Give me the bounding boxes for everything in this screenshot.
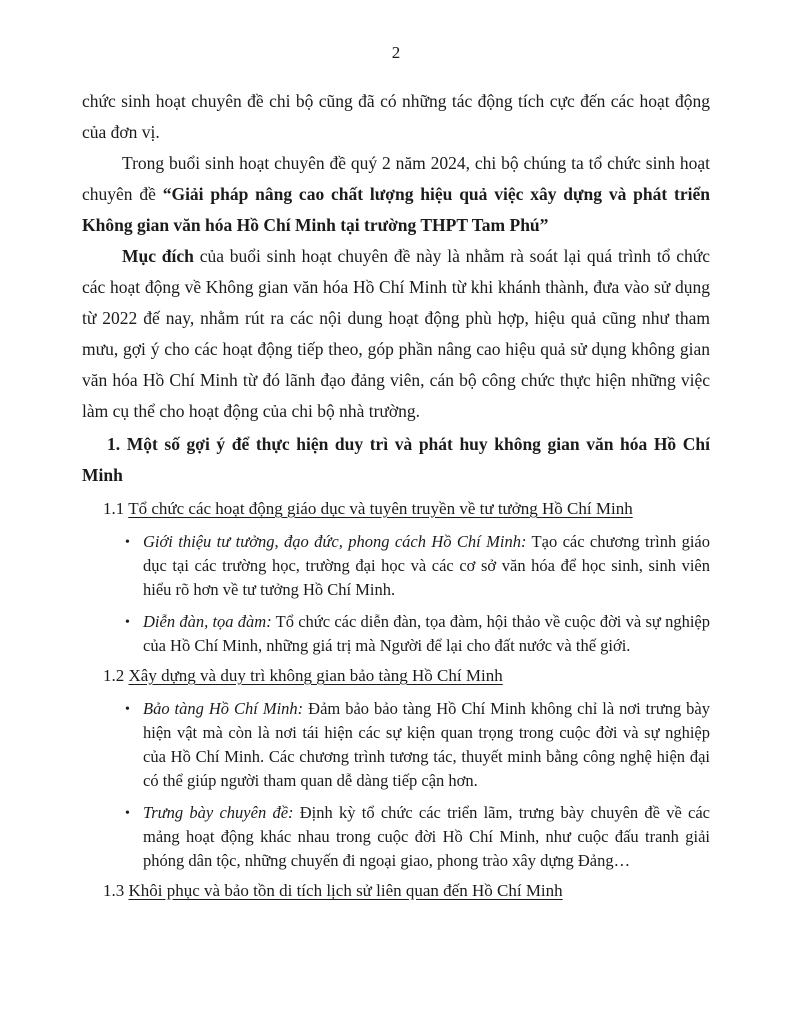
section-1-2-number: 1.2 [103, 666, 125, 685]
section-1-1-number: 1.1 [103, 499, 125, 518]
list-item-text: Định kỳ tổ chức các triển lãm, trưng bày chuyên đề về các mảng hoạt động khác nhau trong cuộc đời Hồ Chí Minh, như cuộc đấu tranh giải phóng dân tộc, những chuyến đi ngoại giao, phong trào xây dựng Đảng… [143, 803, 710, 870]
list-item-museum [82, 697, 710, 793]
list-item-label: Giới thiệu tư tưởng, đạo đức, phong cách Hồ Chí Minh: [143, 532, 527, 551]
paragraph-continuation: chức sinh hoạt chuyên đề chi bộ cũng đã có những tác động tích cực đến các hoạt động của đơn vị. [82, 91, 710, 142]
section-heading-1-3 [82, 877, 710, 904]
page-number: 2 [391, 43, 401, 62]
bullet-icon: • [125, 806, 130, 821]
purpose-label-bold: Mục đích [122, 246, 194, 266]
main-heading: 1. Một số gợi ý để thực hiện duy trì và phát huy không gian văn hóa Hồ Chí Minh [82, 434, 710, 485]
section-1-2-title: Xây dựng và duy trì không gian bảo tàng Hồ Chí Minh [128, 666, 503, 685]
list-item-forums [82, 610, 710, 658]
section-1-3-number: 1.3 [103, 881, 125, 900]
list-item-label: Diễn đàn, tọa đàm: [143, 612, 272, 631]
section-1-3-title: Khôi phục và bảo tồn di tích lịch sử liên quan đến Hồ Chí Minh [128, 881, 563, 900]
list-item-label: Bảo tàng Hồ Chí Minh: [143, 699, 304, 718]
topic-title-bold: “Giải pháp nâng cao chất lượng hiệu quả việc xây dựng và phát triển Không gian văn hóa Hồ Chí Minh tại trường THPT Tam Phú” [82, 184, 710, 235]
list-item-intro-thought [82, 530, 710, 602]
paragraph-purpose [82, 241, 710, 427]
list-item-label: Trưng bày chuyên đề: [143, 803, 294, 822]
bullet-icon: • [125, 535, 130, 550]
list-item-text: Đảm bảo bảo tàng Hồ Chí Minh không chỉ là nơi trưng bày hiện vật mà còn là nơi tái hiện các sự kiện quan trọng trong cuộc đời và sự nghiệp của Hồ Chí Minh. Các chương trình tương tác, thuyết minh bằng công nghệ hiện đại có thể giúp người tham quan dễ dàng tiếp cận hơn. [143, 699, 711, 790]
bullet-icon: • [125, 615, 130, 630]
list-item-text: Tạo các chương trình giáo dục tại các trường học, trường đại học và các cơ sở văn hóa để học sinh, sinh viên hiểu rõ hơn về tư tưởng Hồ Chí Minh. [143, 532, 711, 599]
paragraph-intro [82, 148, 710, 241]
paragraph-intro-lead: Trong buổi sinh hoạt chuyên đề quý 2 năm 2024, chi bộ chúng ta tổ chức sinh hoạt chuyên đề [82, 153, 710, 204]
section-heading-1-1 [82, 495, 710, 522]
list-item-exhibitions [82, 801, 710, 873]
section-1-1-title: Tổ chức các hoạt động giáo dục và tuyên truyền về tư tưởng Hồ Chí Minh [128, 499, 633, 518]
section-heading-1-2 [82, 662, 710, 689]
page-content [82, 40, 710, 904]
list-item-text: Tổ chức các diễn đàn, tọa đàm, hội thảo về cuộc đời và sự nghiệp của Hồ Chí Minh, những giá trị mà Người để lại cho đất nước và thế giới. [143, 612, 710, 655]
bullet-icon: • [125, 702, 130, 717]
purpose-body-text: của buổi sinh hoạt chuyên đề này là nhằm rà soát lại quá trình tổ chức các hoạt động về Không gian văn hóa Hồ Chí Minh từ khi khánh thành, đưa vào sử dụng từ 2022 đế nay, nhằm rút ra các nội dung hoạt động phù hợp, hiệu quả cũng như tham mưu, gợi ý cho các hoạt động tiếp theo, góp phần nâng cao hiệu quả sử dụng không gian văn hóa Hồ Chí Minh từ đó lãnh đạo đảng viên, cán bộ công chức thực hiện những việc làm cụ thể cho hoạt động của chi bộ nhà trường. [82, 246, 710, 421]
